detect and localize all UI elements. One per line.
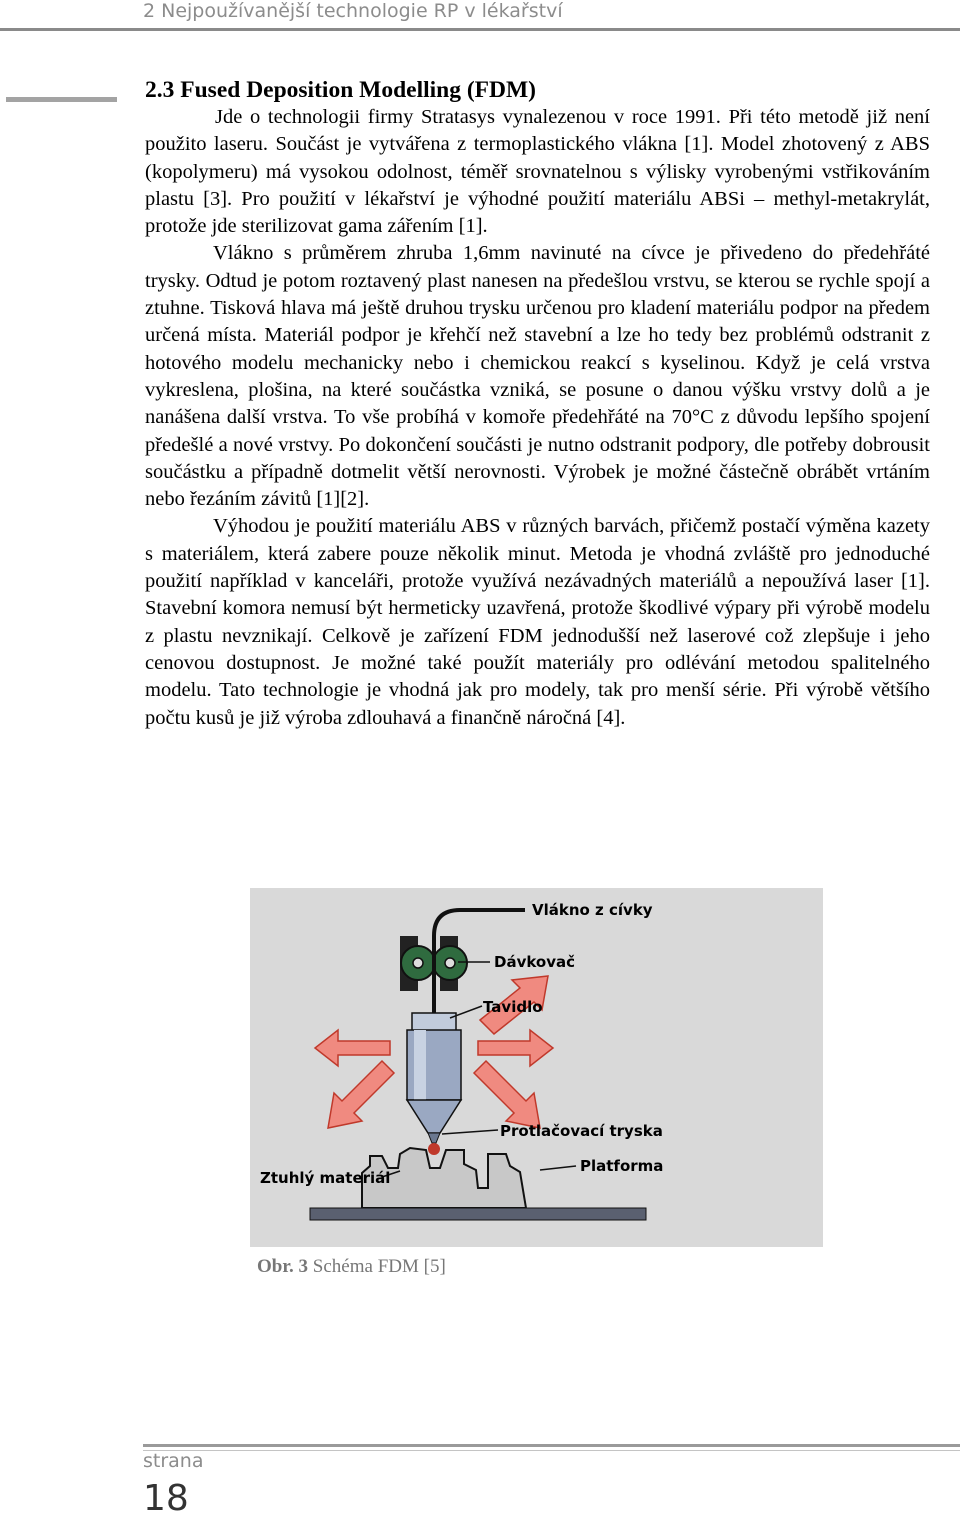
label-feeder: Dávkovač — [494, 953, 576, 971]
main-content — [145, 76, 930, 732]
heat-arrow-right-upper — [478, 1030, 553, 1066]
heater-cap — [412, 1013, 456, 1031]
paragraph-3: Výhodou je použití materiálu ABS v různých barvách, přičemž postačí výměna kazety s materiálem, která zabere pouze několik minut. Metoda je vhodná zvláště pro jednoduché použití například v kanceláři, protože využívá nezávadných materiálů a nepoužívá laser [1]. Stavební komora nemusí být hermeticky uzavřená, protože škodlivé výpary při výrobě modelu z plastu nevznikají. Celkově je zařízení FDM jednodušší než laserové což zlepšuje i jeho cenovou dostupnost. Je možné také použít materiály pro odlévání metodou spalitelného modelu. Tato technologie je vhodná jak pro modely, tak pro menší série. Při výrobě většího počtu kusů je již výroba zdlouhavá a finančně náročná [4]. — [145, 515, 930, 729]
feed-wheel-right-hub — [445, 958, 455, 968]
heater-highlight — [414, 1030, 426, 1100]
footer-rule-thin — [143, 1450, 960, 1451]
label-platform: Platforma — [580, 1157, 664, 1175]
paragraph-1: Jde o technologii firmy Stratasys vynalezenou v roce 1991. Při této metodě již není použito laseru. Součást je vytvářena z termoplastického vlákna [1]. Model zhotovený z ABS (kopolymeru) má vysokou odolnost, téměř srovnatelnou s výlisky vyrobenými vstřikováním plastu [3]. Pro použití v lékařství je výhodné použití materiálu ABSi – methyl-metakrylát, protože jde sterilizovat gama zářením [1]. — [145, 106, 930, 238]
running-header: 2 Nejpoužívanější technologie RP v lékařství — [143, 0, 563, 22]
caption-text: Schéma FDM [5] — [312, 1256, 446, 1277]
label-solid-material: Ztuhlý materiál — [260, 1169, 391, 1187]
leader-nozzle — [442, 1130, 498, 1134]
heat-arrow-left-upper — [315, 1030, 390, 1066]
leader-platform — [540, 1166, 576, 1170]
leader-heater — [450, 1006, 482, 1018]
heat-arrow-right-lower — [474, 1061, 540, 1128]
feed-wheel-left-hub — [413, 958, 423, 968]
fdm-diagram-svg — [250, 888, 823, 1247]
footer-page-label: strana — [143, 1450, 204, 1472]
footer-page-number: 18 — [143, 1478, 189, 1519]
figure-caption — [257, 1256, 446, 1278]
nozzle-orifice — [428, 1133, 440, 1143]
caption-prefix: Obr. 3 — [257, 1256, 309, 1277]
footer-rule — [143, 1444, 960, 1447]
label-heater: Tavidlo — [483, 998, 543, 1016]
section-title: 2.3 Fused Deposition Modelling (FDM) — [145, 77, 537, 103]
label-nozzle: Protlačovací tryska — [500, 1122, 663, 1140]
melt-droplet — [428, 1143, 440, 1155]
label-filament: Vlákno z cívky — [532, 901, 653, 919]
fdm-diagram — [250, 888, 823, 1247]
header-rule — [0, 28, 960, 31]
paragraph-2: Vlákno s průměrem zhruba 1,6mm navinuté na cívce je přivedeno do předehřáté trysky. Odtud je potom roztavený plast nanesen na předešlou vrstvu, se kterou se rychle spojí a ztuhne. Tisková hlava má ještě druhou trysku určenou pro kladení materiálu podpor na předem určená místa. Materiál podpor je křehčí než stavební a lze ho tedy bez problémů odstranit z hotového modelu mechanicky nebo i chemickou reakcí s kyselinou. Když je celá vrstva vykreslena, plošina, na které součástka vzniká, se posune o danou výšku vrstvy dolů a je nanášena další vrstva. To vše probíhá v komoře předehřáté na 70°C z důvodu lepšího spojení předešlé a nové vrstvy. Po dokončení součásti je nutno odstranit podpory, dle potřeby dobrousit součástku a případně dotmelit větší nerovnosti. Výrobek je možné částečně obrábět vrtáním nebo řezáním závitů [1][2]. — [145, 242, 930, 511]
heat-arrow-left-lower — [328, 1061, 394, 1128]
side-mark — [6, 97, 117, 102]
nozzle-tip — [407, 1100, 461, 1133]
platform — [310, 1208, 646, 1220]
